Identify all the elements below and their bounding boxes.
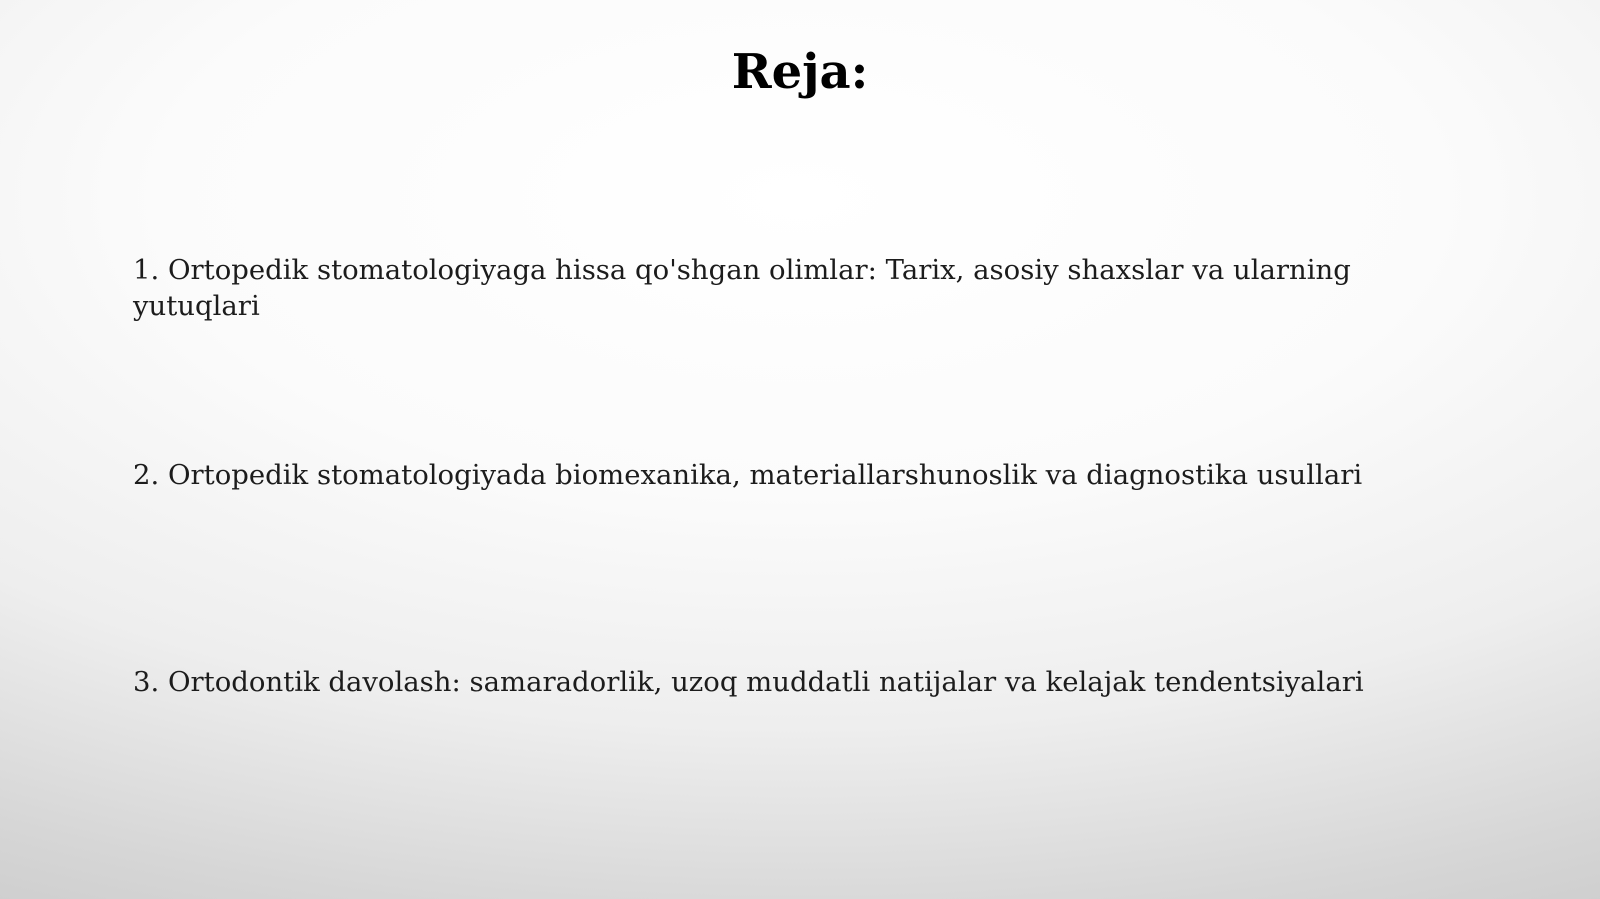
agenda-item-1: 1. Ortopedik stomatologiyaga hissa qo'shgan olimlar: Tarix, asosiy shaxslar va ularning yutuqlari	[133, 254, 1351, 322]
slide-title: Reja:	[731, 44, 869, 100]
agenda-item-2: 2. Ortopedik stomatologiyada biomexanika, materiallarshunoslik va diagnostika usullari	[133, 459, 1363, 491]
agenda-item-3: 3. Ortodontik davolash: samaradorlik, uzoq muddatli natijalar va kelajak tendentsiyalari	[133, 666, 1364, 698]
